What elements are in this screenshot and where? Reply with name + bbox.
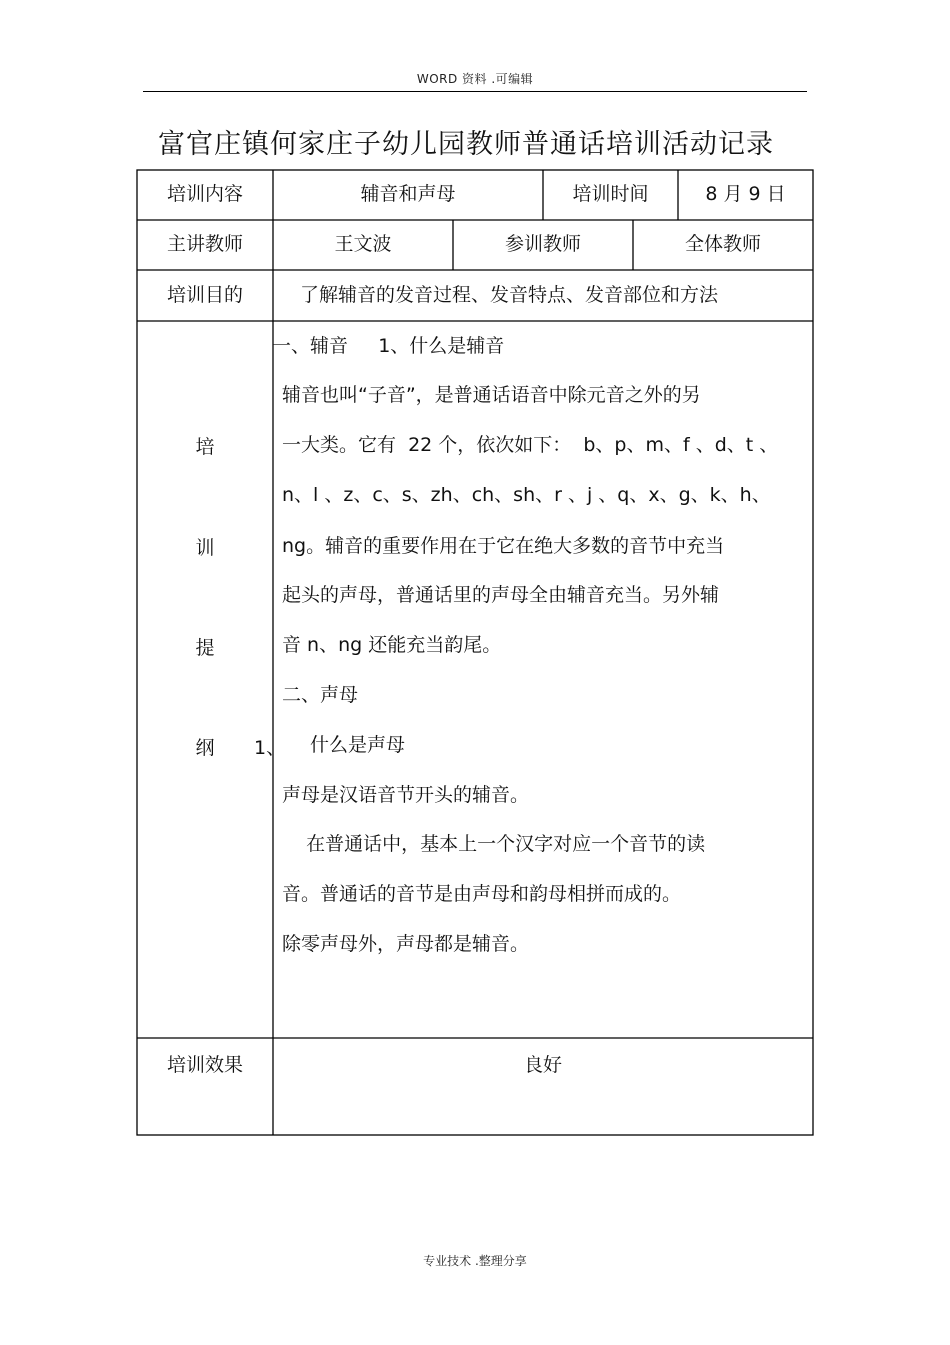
outline-number: 1、 <box>254 737 286 759</box>
time-value: 8 月 9 日 <box>705 183 786 205</box>
header-tag: WORD 资料 .可编辑 <box>416 72 534 86</box>
lecturer-value: 王文波 <box>334 233 392 255</box>
outline-line: 什么是声母 <box>310 734 406 756</box>
effect-label: 培训效果 <box>166 1054 243 1076</box>
outline-line: 音。普通话的音节是由声母和韵母相拼而成的。 <box>282 883 682 905</box>
time-label: 培训时间 <box>572 183 649 205</box>
content-label: 培训内容 <box>166 183 243 205</box>
page-title: 富官庄镇何家庄子幼儿园教师普通话培训活动记录 <box>158 129 774 160</box>
participants-label: 参训教师 <box>504 233 581 255</box>
outline-line: n、l 、z、c、s、zh、ch、sh、r 、j 、q、x、g、k、h、 <box>282 484 771 506</box>
purpose-value: 了解辅音的发音过程、发音特点、发音部位和方法 <box>300 284 719 306</box>
outline-line: 二、声母 <box>282 684 359 706</box>
outline-line: 在普通话中，基本上一个汉字对应一个音节的读 <box>282 833 706 855</box>
outline-line: 除零声母外，声母都是辅音。 <box>282 933 530 955</box>
lecturer-label: 主讲教师 <box>166 233 243 255</box>
header-rule <box>143 91 807 92</box>
content-value: 辅音和声母 <box>360 183 456 205</box>
outline-label-char: 培 <box>195 436 215 458</box>
outline-label-char: 纲 <box>195 737 215 759</box>
footer-tag: 专业技术 .整理分享 <box>423 1254 527 1268</box>
outline-label-char: 训 <box>195 537 215 559</box>
outline-line: 一大类。它有 22 个，依次如下： b、p、m、f 、d、t 、 <box>282 434 779 456</box>
participants-value: 全体教师 <box>684 233 761 255</box>
outline-line: 一、辅音 1、什么是辅音 <box>272 335 505 357</box>
effect-value: 良好 <box>523 1054 562 1076</box>
outline-line: 辅音也叫“子音”，是普通话语音中除元音之外的另 <box>282 384 701 406</box>
purpose-label: 培训目的 <box>166 284 243 306</box>
outline-line: 声母是汉语音节开头的辅音。 <box>282 784 530 806</box>
outline-label-char: 提 <box>195 637 215 659</box>
outline-line: 起头的声母，普通话里的声母全由辅音充当。另外辅 <box>282 584 720 606</box>
outline-line: ng。辅音的重要作用在于它在绝大多数的音节中充当 <box>282 535 725 557</box>
outline-line: 音 n、ng 还能充当韵尾。 <box>282 634 502 656</box>
